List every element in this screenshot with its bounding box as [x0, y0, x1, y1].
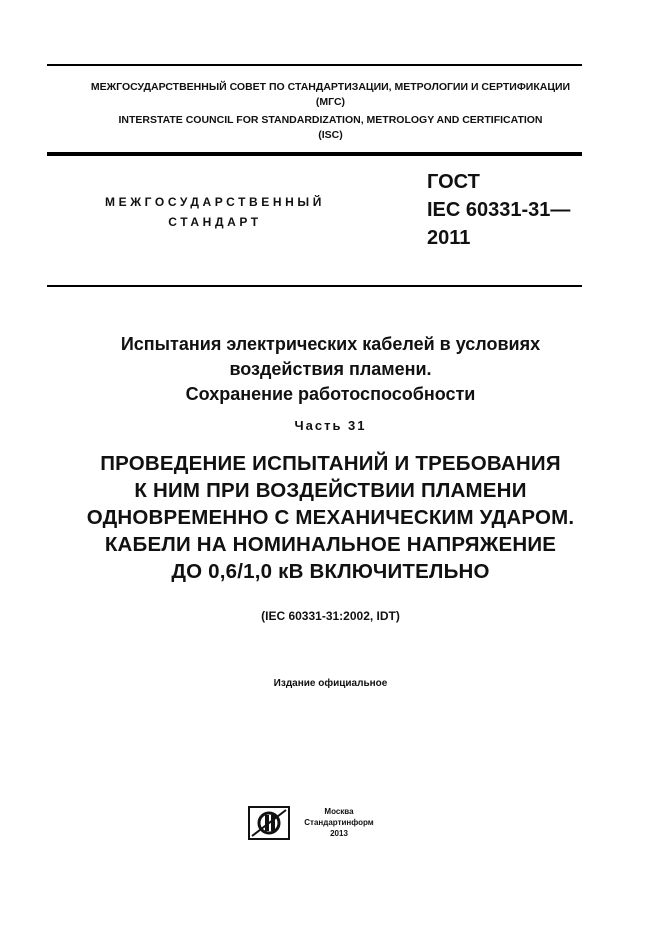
standartinform-logo-icon: [248, 806, 290, 840]
gost-label: ГОСТ: [427, 171, 480, 193]
standard-designation: [427, 168, 570, 252]
council-header: [0, 80, 661, 143]
publisher-info: [294, 806, 384, 839]
iec-reference: (IEC 60331-31:2002, IDT): [261, 609, 400, 623]
designation-rule: [47, 285, 582, 287]
council-ru-abbr: (МГС): [315, 96, 346, 108]
council-en: INTERSTATE COUNCIL FOR STANDARDIZATION, METROLOGY AND CERTIFICATION: [118, 114, 543, 126]
standard-number: IEC 60331-31—: [427, 199, 571, 221]
main-title-line3: Сохранение работоспособности: [185, 384, 476, 404]
header-rule: [47, 152, 582, 156]
standard-type-line1: МЕЖГОСУДАРСТВЕННЫЙ: [105, 195, 325, 209]
part-title-line1: ПРОВЕДЕНИЕ ИСПЫТАНИЙ И ТРЕБОВАНИЯ: [100, 452, 561, 475]
main-title: [0, 332, 661, 407]
main-title-line2: воздействия пламени.: [229, 359, 432, 379]
standard-type: [60, 192, 370, 232]
standard-type-line2: СТАНДАРТ: [168, 215, 262, 229]
edition-label: Издание официальное: [273, 678, 388, 689]
part-title-line4: КАБЕЛИ НА НОМИНАЛЬНОЕ НАПРЯЖЕНИЕ: [104, 533, 557, 556]
part-title-line2: К НИМ ПРИ ВОЗДЕЙСТВИИ ПЛАМЕНИ: [134, 479, 527, 502]
top-rule: [47, 64, 582, 66]
council-en-abbr: (ISC): [318, 129, 343, 141]
part-title: [0, 450, 661, 585]
standard-year: 2011: [427, 227, 471, 249]
main-title-line1: Испытания электрических кабелей в условиях: [120, 334, 541, 354]
publisher-city: Москва: [324, 807, 354, 816]
part-title-line5: ДО 0,6/1,0 кВ ВКЛЮЧИТЕЛЬНО: [171, 560, 490, 583]
publisher-year: 2013: [330, 829, 348, 838]
part-label: Часть 31: [294, 418, 367, 433]
council-ru: МЕЖГОСУДАРСТВЕННЫЙ СОВЕТ ПО СТАНДАРТИЗАЦИИ, МЕТРОЛОГИИ И СЕРТИФИКАЦИИ: [90, 81, 571, 93]
part-title-line3: ОДНОВРЕМЕННО С МЕХАНИЧЕСКИМ УДАРОМ.: [86, 506, 575, 529]
publisher-name: Стандартинформ: [304, 818, 374, 827]
